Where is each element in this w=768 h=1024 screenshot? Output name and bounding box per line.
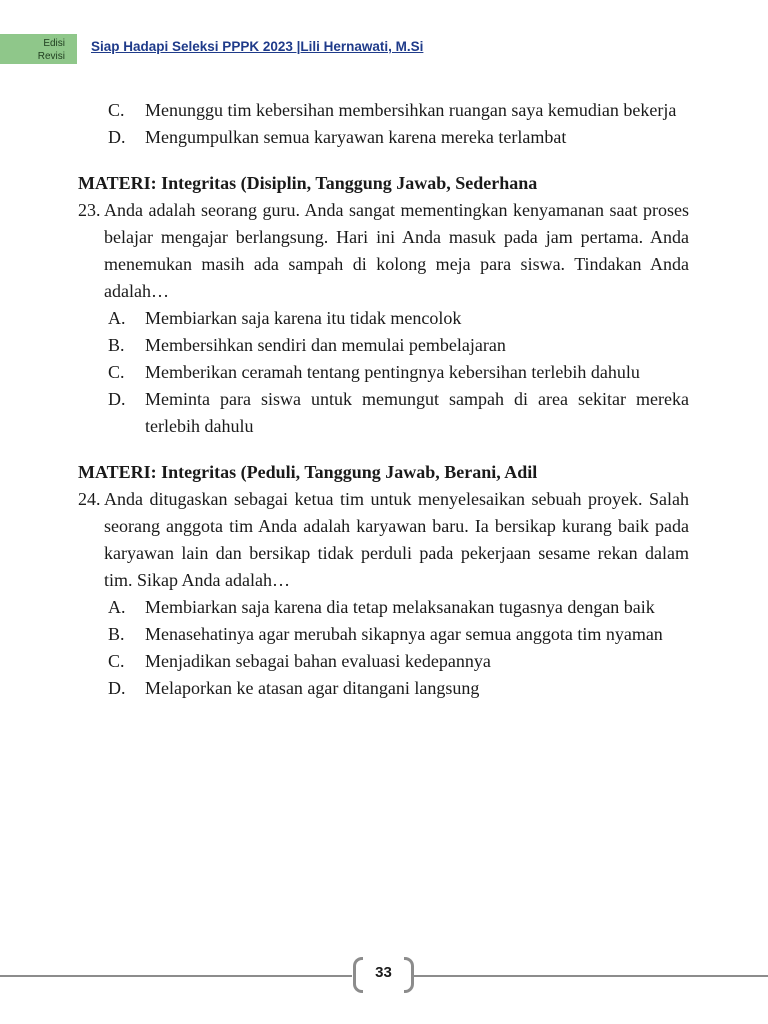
option-text: Mengumpulkan semua karyawan karena mereka terlambat — [145, 127, 567, 147]
right-bracket-icon — [404, 957, 414, 993]
running-header: Siap Hadapi Seleksi PPPK 2023 |Lili Hernawati, M.Si — [91, 39, 424, 54]
option-letter: C. — [108, 100, 125, 120]
option-text: Melaporkan ke atasan agar ditangani langsung — [145, 678, 480, 698]
option-text: Membiarkan saja karena itu tidak mencolok — [145, 308, 462, 328]
option-letter: A. — [108, 308, 126, 328]
option-letter: A. — [108, 597, 126, 617]
option-text: Menunggu tim kebersihan membersihkan ruangan saya kemudian bekerja — [145, 100, 677, 120]
materi-heading-23: MATERI: Integritas (Disiplin, Tanggung Jawab, Sederhana — [78, 173, 538, 193]
answer-option — [108, 359, 689, 386]
page-content — [78, 97, 689, 702]
answer-option — [108, 97, 689, 124]
option-letter: D. — [108, 127, 126, 147]
footer-rule-right — [414, 975, 768, 977]
option-letter: C. — [108, 362, 125, 382]
revision-label: Revisi — [37, 51, 65, 62]
answer-option — [108, 332, 689, 359]
question-number: 24. — [78, 489, 101, 509]
answer-option — [108, 675, 689, 702]
answer-option — [108, 621, 689, 648]
question-23 — [78, 197, 689, 305]
answer-option — [108, 305, 689, 332]
footer-rule-left — [0, 975, 352, 977]
option-text: Membiarkan saja karena dia tetap melaksanakan tugasnya dengan baik — [145, 597, 655, 617]
materi-heading-24: MATERI: Integritas (Peduli, Tanggung Jawab, Berani, Adil — [78, 462, 538, 482]
option-text: Membersihkan sendiri dan memulai pembelajaran — [145, 335, 506, 355]
option-letter: C. — [108, 651, 125, 671]
question-number: 23. — [78, 200, 101, 220]
question-text: Anda adalah seorang guru. Anda sangat mementingkan kenyamanan saat proses belajar mengajar berlangsung. Hari ini Anda masuk pada jam pertama. Anda menemukan masih ada sampah di kolong meja para siswa. Tindakan Anda adalah… — [104, 200, 689, 301]
option-letter: D. — [108, 678, 126, 698]
option-text: Menasehatinya agar merubah sikapnya agar semua anggota tim nyaman — [145, 624, 663, 644]
left-bracket-icon — [353, 957, 363, 993]
option-letter: D. — [108, 389, 126, 409]
option-letter: B. — [108, 624, 125, 644]
answer-option — [108, 594, 689, 621]
edition-label: Edisi — [43, 38, 65, 49]
option-text: Meminta para siswa untuk memungut sampah di area sekitar mereka terlebih dahulu — [145, 389, 689, 436]
edition-badge — [0, 34, 77, 64]
answer-option — [108, 648, 689, 675]
question-text: Anda ditugaskan sebagai ketua tim untuk menyelesaikan sebuah proyek. Salah seorang anggota tim Anda adalah karyawan baru. Ia bersikap kurang baik pada karyawan lain dan bersikap tidak perduli pada pekerjaan sesame rekan dalam tim. Sikap Anda adalah… — [104, 489, 689, 590]
question-24 — [78, 486, 689, 594]
answer-option — [108, 124, 689, 151]
option-text: Menjadikan sebagai bahan evaluasi kedepannya — [145, 651, 491, 671]
answer-option — [108, 386, 689, 440]
page-number: 33 — [375, 964, 392, 981]
option-letter: B. — [108, 335, 125, 355]
option-text: Memberikan ceramah tentang pentingnya kebersihan terlebih dahulu — [145, 362, 640, 382]
